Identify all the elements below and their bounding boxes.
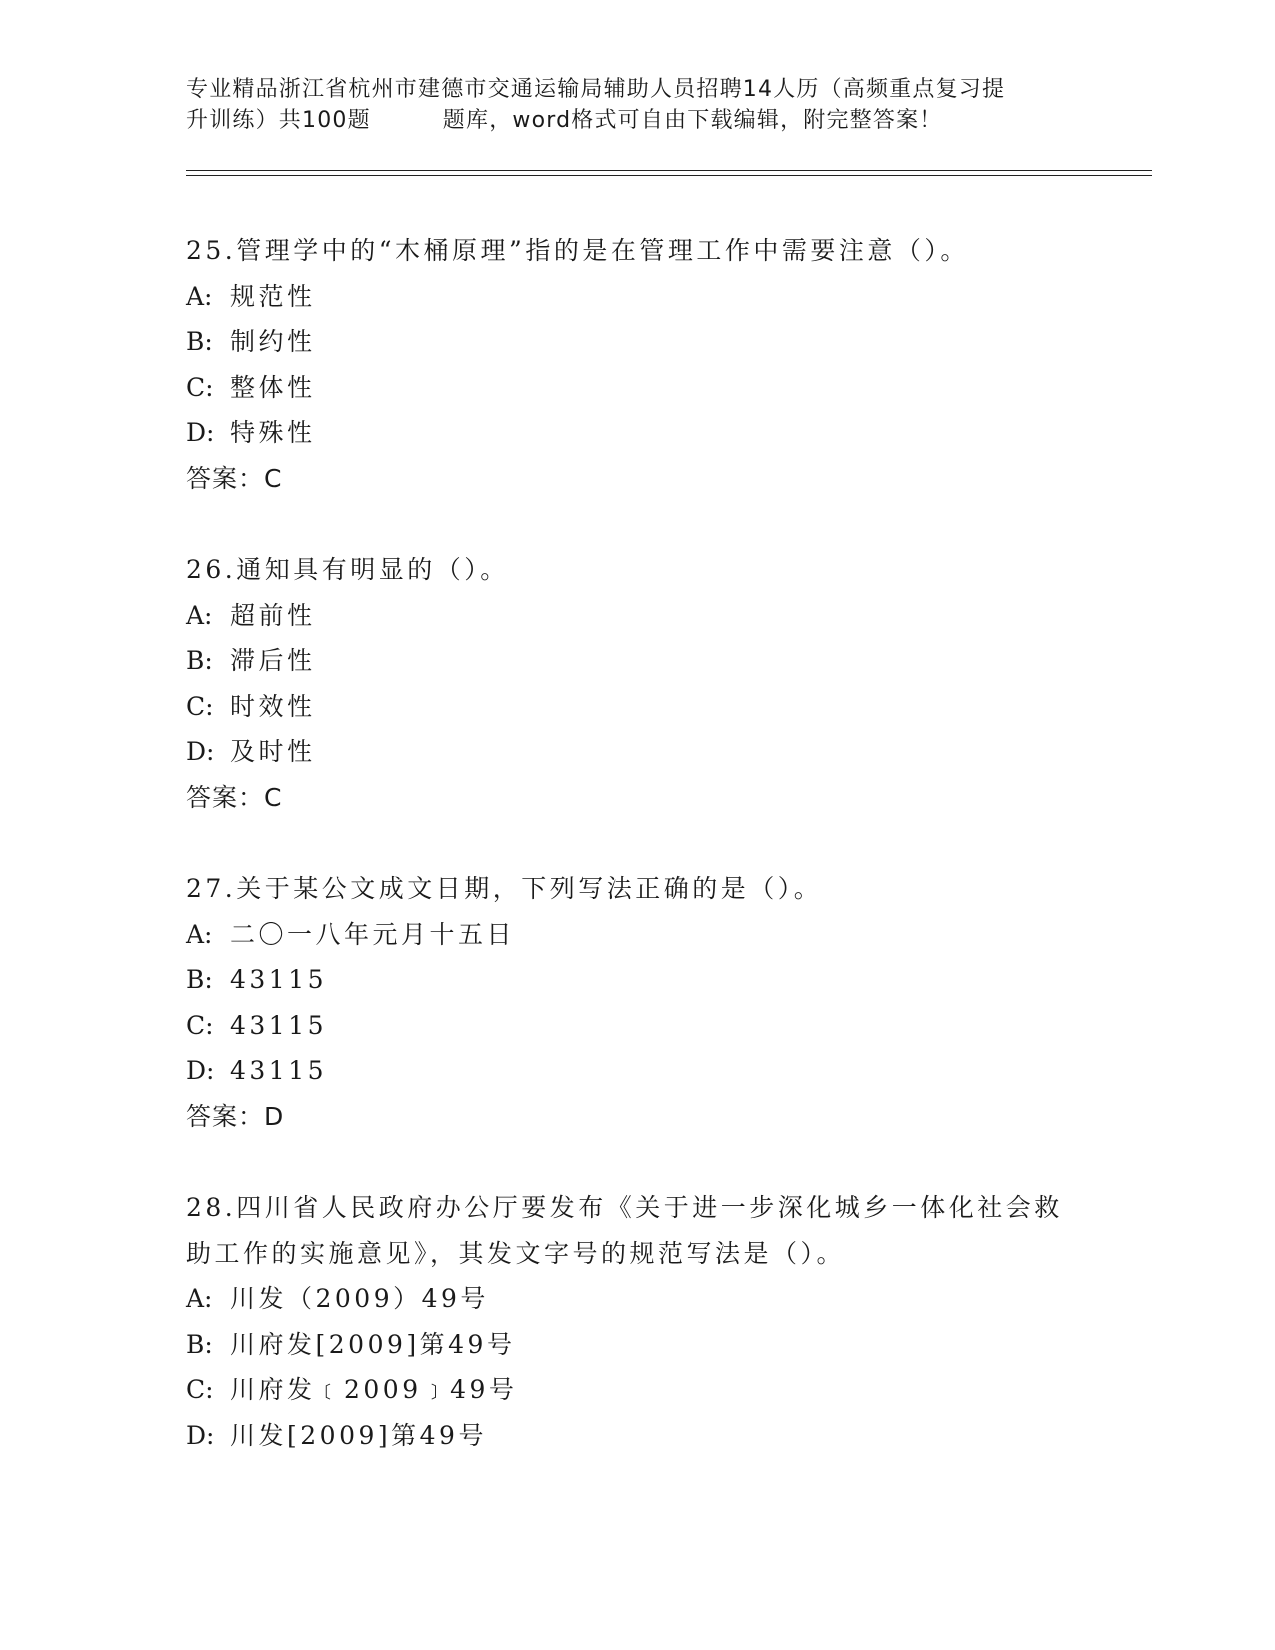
question-28	[186, 1185, 1126, 1458]
header-rule-top	[186, 170, 1152, 171]
option-key: B:	[186, 327, 213, 356]
option-text: 制约性	[230, 327, 316, 356]
option-c	[186, 1367, 1126, 1413]
option-key: C:	[186, 1375, 214, 1404]
option-a	[186, 912, 1126, 958]
answer-line: 答案：D	[186, 1101, 285, 1131]
answer-line: 答案：C	[186, 463, 283, 493]
option-text: 超前性	[230, 600, 316, 630]
option-key: D:	[186, 1056, 215, 1085]
option-a	[186, 1276, 1126, 1322]
option-c	[186, 365, 1126, 411]
option-c	[186, 684, 1126, 730]
option-text: 43115	[230, 1010, 328, 1040]
option-text: 及时性	[230, 737, 316, 766]
option-text: 川发[2009]第49号	[230, 1420, 487, 1450]
option-key: D:	[186, 418, 215, 447]
question-stem: 27.关于某公文成文日期，下列写法正确的是（）。	[186, 874, 823, 903]
question-stem: 25.管理学中的“木桶原理”指的是在管理工作中需要注意（）。	[186, 236, 969, 265]
question-26	[186, 547, 1126, 820]
header-line-2b: 题库，word格式可自由下载编辑，附完整答案！	[442, 108, 943, 133]
option-b	[186, 957, 1126, 1003]
header-rule-bottom	[186, 175, 1152, 176]
option-a	[186, 274, 1126, 320]
option-key: B:	[186, 1329, 213, 1359]
question-27	[186, 866, 1126, 1139]
question-stem: 26.通知具有明显的（）。	[186, 555, 509, 584]
option-d	[186, 1048, 1126, 1094]
option-key: A:	[186, 281, 213, 311]
header-line-2a: 升训练）共100题	[186, 108, 371, 133]
option-key: B:	[186, 646, 213, 675]
option-text: 滞后性	[230, 646, 316, 675]
question-stem-line-1: 28.四川省人民政府办公厅要发布《关于进一步深化城乡一体化社会救	[186, 1193, 1063, 1222]
option-key: A:	[186, 919, 213, 949]
option-text: 整体性	[230, 372, 316, 402]
option-text: 时效性	[230, 691, 316, 721]
option-key: A:	[186, 600, 213, 630]
option-d	[186, 410, 1126, 456]
header-line-2	[186, 105, 1086, 136]
option-text: 规范性	[230, 281, 316, 311]
option-text: 特殊性	[230, 418, 316, 447]
option-key: D:	[186, 737, 215, 766]
option-text: 川府发﹝2009﹞49号	[230, 1375, 518, 1404]
question-stem-line-2: 助工作的实施意见》，其发文字号的规范写法是（）。	[186, 1238, 846, 1268]
question-list	[186, 228, 1126, 1504]
option-key: C:	[186, 691, 214, 721]
header-line-1: 专业精品浙江省杭州市建德市交通运输局辅助人员招聘14人历（高频重点复习提	[186, 77, 1006, 102]
option-text: 川府发[2009]第49号	[230, 1329, 516, 1359]
option-text: 二〇一八年元月十五日	[230, 919, 516, 949]
option-b	[186, 638, 1126, 684]
option-b	[186, 1322, 1126, 1368]
option-key: C:	[186, 372, 214, 402]
document-header	[186, 74, 1086, 136]
option-c	[186, 1003, 1126, 1049]
answer-line: 答案：C	[186, 782, 283, 812]
option-text: 43115	[230, 965, 328, 994]
question-25	[186, 228, 1126, 501]
option-a	[186, 593, 1126, 639]
option-b	[186, 319, 1126, 365]
option-key: D:	[186, 1420, 215, 1450]
option-key: B:	[186, 965, 213, 994]
option-key: C:	[186, 1010, 214, 1040]
option-d	[186, 729, 1126, 775]
option-text: 川发（2009）49号	[230, 1284, 489, 1313]
option-text: 43115	[230, 1056, 328, 1085]
option-d	[186, 1413, 1126, 1459]
option-key: A:	[186, 1284, 213, 1313]
